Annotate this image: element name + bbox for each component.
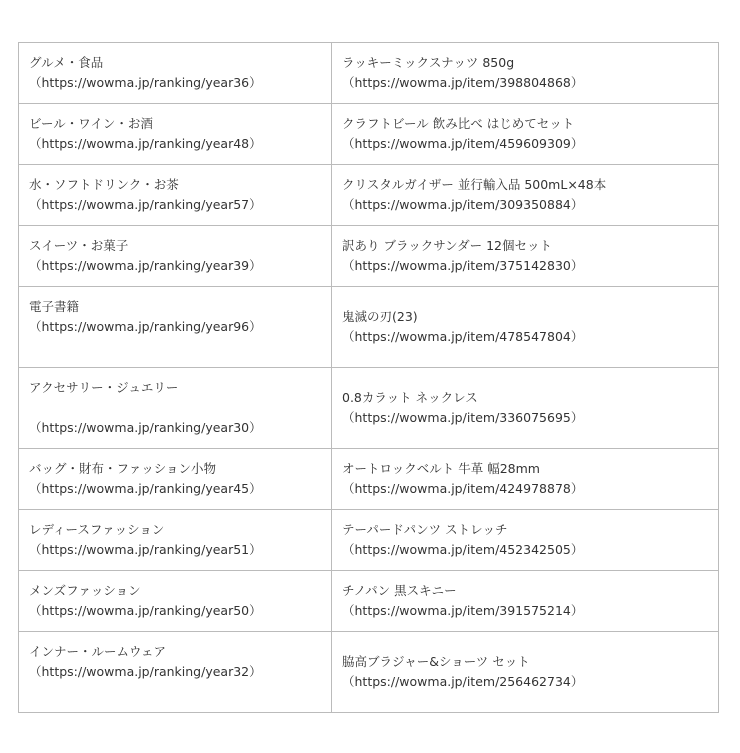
category-cell — [19, 571, 332, 632]
item-cell — [332, 287, 719, 368]
category-name: ビール・ワイン・お酒 — [29, 116, 153, 131]
item-name: 鬼滅の刃(23) — [342, 308, 418, 324]
category-cell — [19, 226, 332, 287]
table-row — [19, 449, 719, 510]
category-link[interactable]: （https://wowma.jp/ranking/year30） — [29, 420, 262, 435]
item-cell — [332, 571, 719, 632]
category-link[interactable]: （https://wowma.jp/ranking/year36） — [29, 75, 262, 90]
category-cell — [19, 449, 332, 510]
category-cell — [19, 510, 332, 571]
item-cell — [332, 510, 719, 571]
category-name: グルメ・食品 — [29, 55, 104, 70]
item-name: 0.8カラット ネックレス — [342, 389, 478, 405]
item-cell — [332, 165, 719, 226]
table-row — [19, 226, 719, 287]
table-row — [19, 632, 719, 713]
table-row — [19, 43, 719, 104]
category-cell — [19, 632, 332, 713]
category-cell — [19, 104, 332, 165]
item-cell — [332, 43, 719, 104]
category-name: バッグ・財布・ファッション小物 — [29, 461, 217, 476]
line-gap — [29, 398, 321, 418]
category-link[interactable]: （https://wowma.jp/ranking/year45） — [29, 481, 262, 496]
item-link[interactable]: （https://wowma.jp/item/391575214） — [342, 603, 584, 618]
category-name: メンズファッション — [29, 583, 141, 598]
item-name: チノパン 黒スキニー — [342, 583, 457, 598]
table-row — [19, 165, 719, 226]
category-cell — [19, 43, 332, 104]
item-link[interactable]: （https://wowma.jp/item/459609309） — [342, 136, 584, 151]
category-name: スイーツ・お菓子 — [29, 238, 129, 253]
item-cell — [332, 226, 719, 287]
item-link[interactable]: （https://wowma.jp/item/398804868） — [342, 75, 584, 90]
category-link[interactable]: （https://wowma.jp/ranking/year96） — [29, 319, 262, 334]
category-cell — [19, 287, 332, 368]
category-name: インナー・ルームウェア — [29, 644, 167, 659]
item-name: 脇高ブラジャー&ショーツ セット — [342, 653, 530, 669]
item-name: ラッキーミックスナッツ 850g — [342, 55, 515, 70]
item-link[interactable]: （https://wowma.jp/item/452342505） — [342, 542, 584, 557]
item-name: クラフトビール 飲み比べ はじめてセット — [342, 116, 575, 131]
ranking-table — [18, 42, 719, 713]
item-cell — [332, 632, 719, 713]
category-name: 水・ソフトドリンク・お茶 — [29, 177, 179, 192]
item-name: クリスタルガイザー 並行輸入品 500mL×48本 — [342, 177, 607, 192]
item-link[interactable]: （https://wowma.jp/item/478547804） — [342, 328, 584, 344]
item-cell — [332, 449, 719, 510]
category-link[interactable]: （https://wowma.jp/ranking/year48） — [29, 136, 262, 151]
item-link[interactable]: （https://wowma.jp/item/375142830） — [342, 258, 584, 273]
category-name: 電子書籍 — [29, 299, 80, 314]
category-name: レディースファッション — [29, 522, 165, 537]
item-cell — [332, 104, 719, 165]
category-cell — [19, 165, 332, 226]
item-cell — [332, 368, 719, 449]
category-link[interactable]: （https://wowma.jp/ranking/year57） — [29, 197, 262, 212]
item-link[interactable]: （https://wowma.jp/item/256462734） — [342, 673, 584, 689]
item-link[interactable]: （https://wowma.jp/item/309350884） — [342, 197, 584, 212]
category-cell — [19, 368, 332, 449]
table-row — [19, 104, 719, 165]
item-name: オートロックベルト 牛革 幅28mm — [342, 461, 540, 476]
category-link[interactable]: （https://wowma.jp/ranking/year32） — [29, 664, 262, 679]
category-name: アクセサリー・ジュエリー — [29, 380, 179, 395]
table-row — [19, 287, 719, 368]
table-row — [19, 368, 719, 449]
table-row — [19, 510, 719, 571]
item-link[interactable]: （https://wowma.jp/item/424978878） — [342, 481, 584, 496]
item-name: 訳あり ブラックサンダー 12個セット — [342, 238, 552, 253]
category-link[interactable]: （https://wowma.jp/ranking/year50） — [29, 603, 262, 618]
item-link[interactable]: （https://wowma.jp/item/336075695） — [342, 409, 584, 425]
table-row — [19, 571, 719, 632]
category-link[interactable]: （https://wowma.jp/ranking/year51） — [29, 542, 262, 557]
category-link[interactable]: （https://wowma.jp/ranking/year39） — [29, 258, 262, 273]
item-name: テーパードパンツ ストレッチ — [342, 522, 508, 537]
